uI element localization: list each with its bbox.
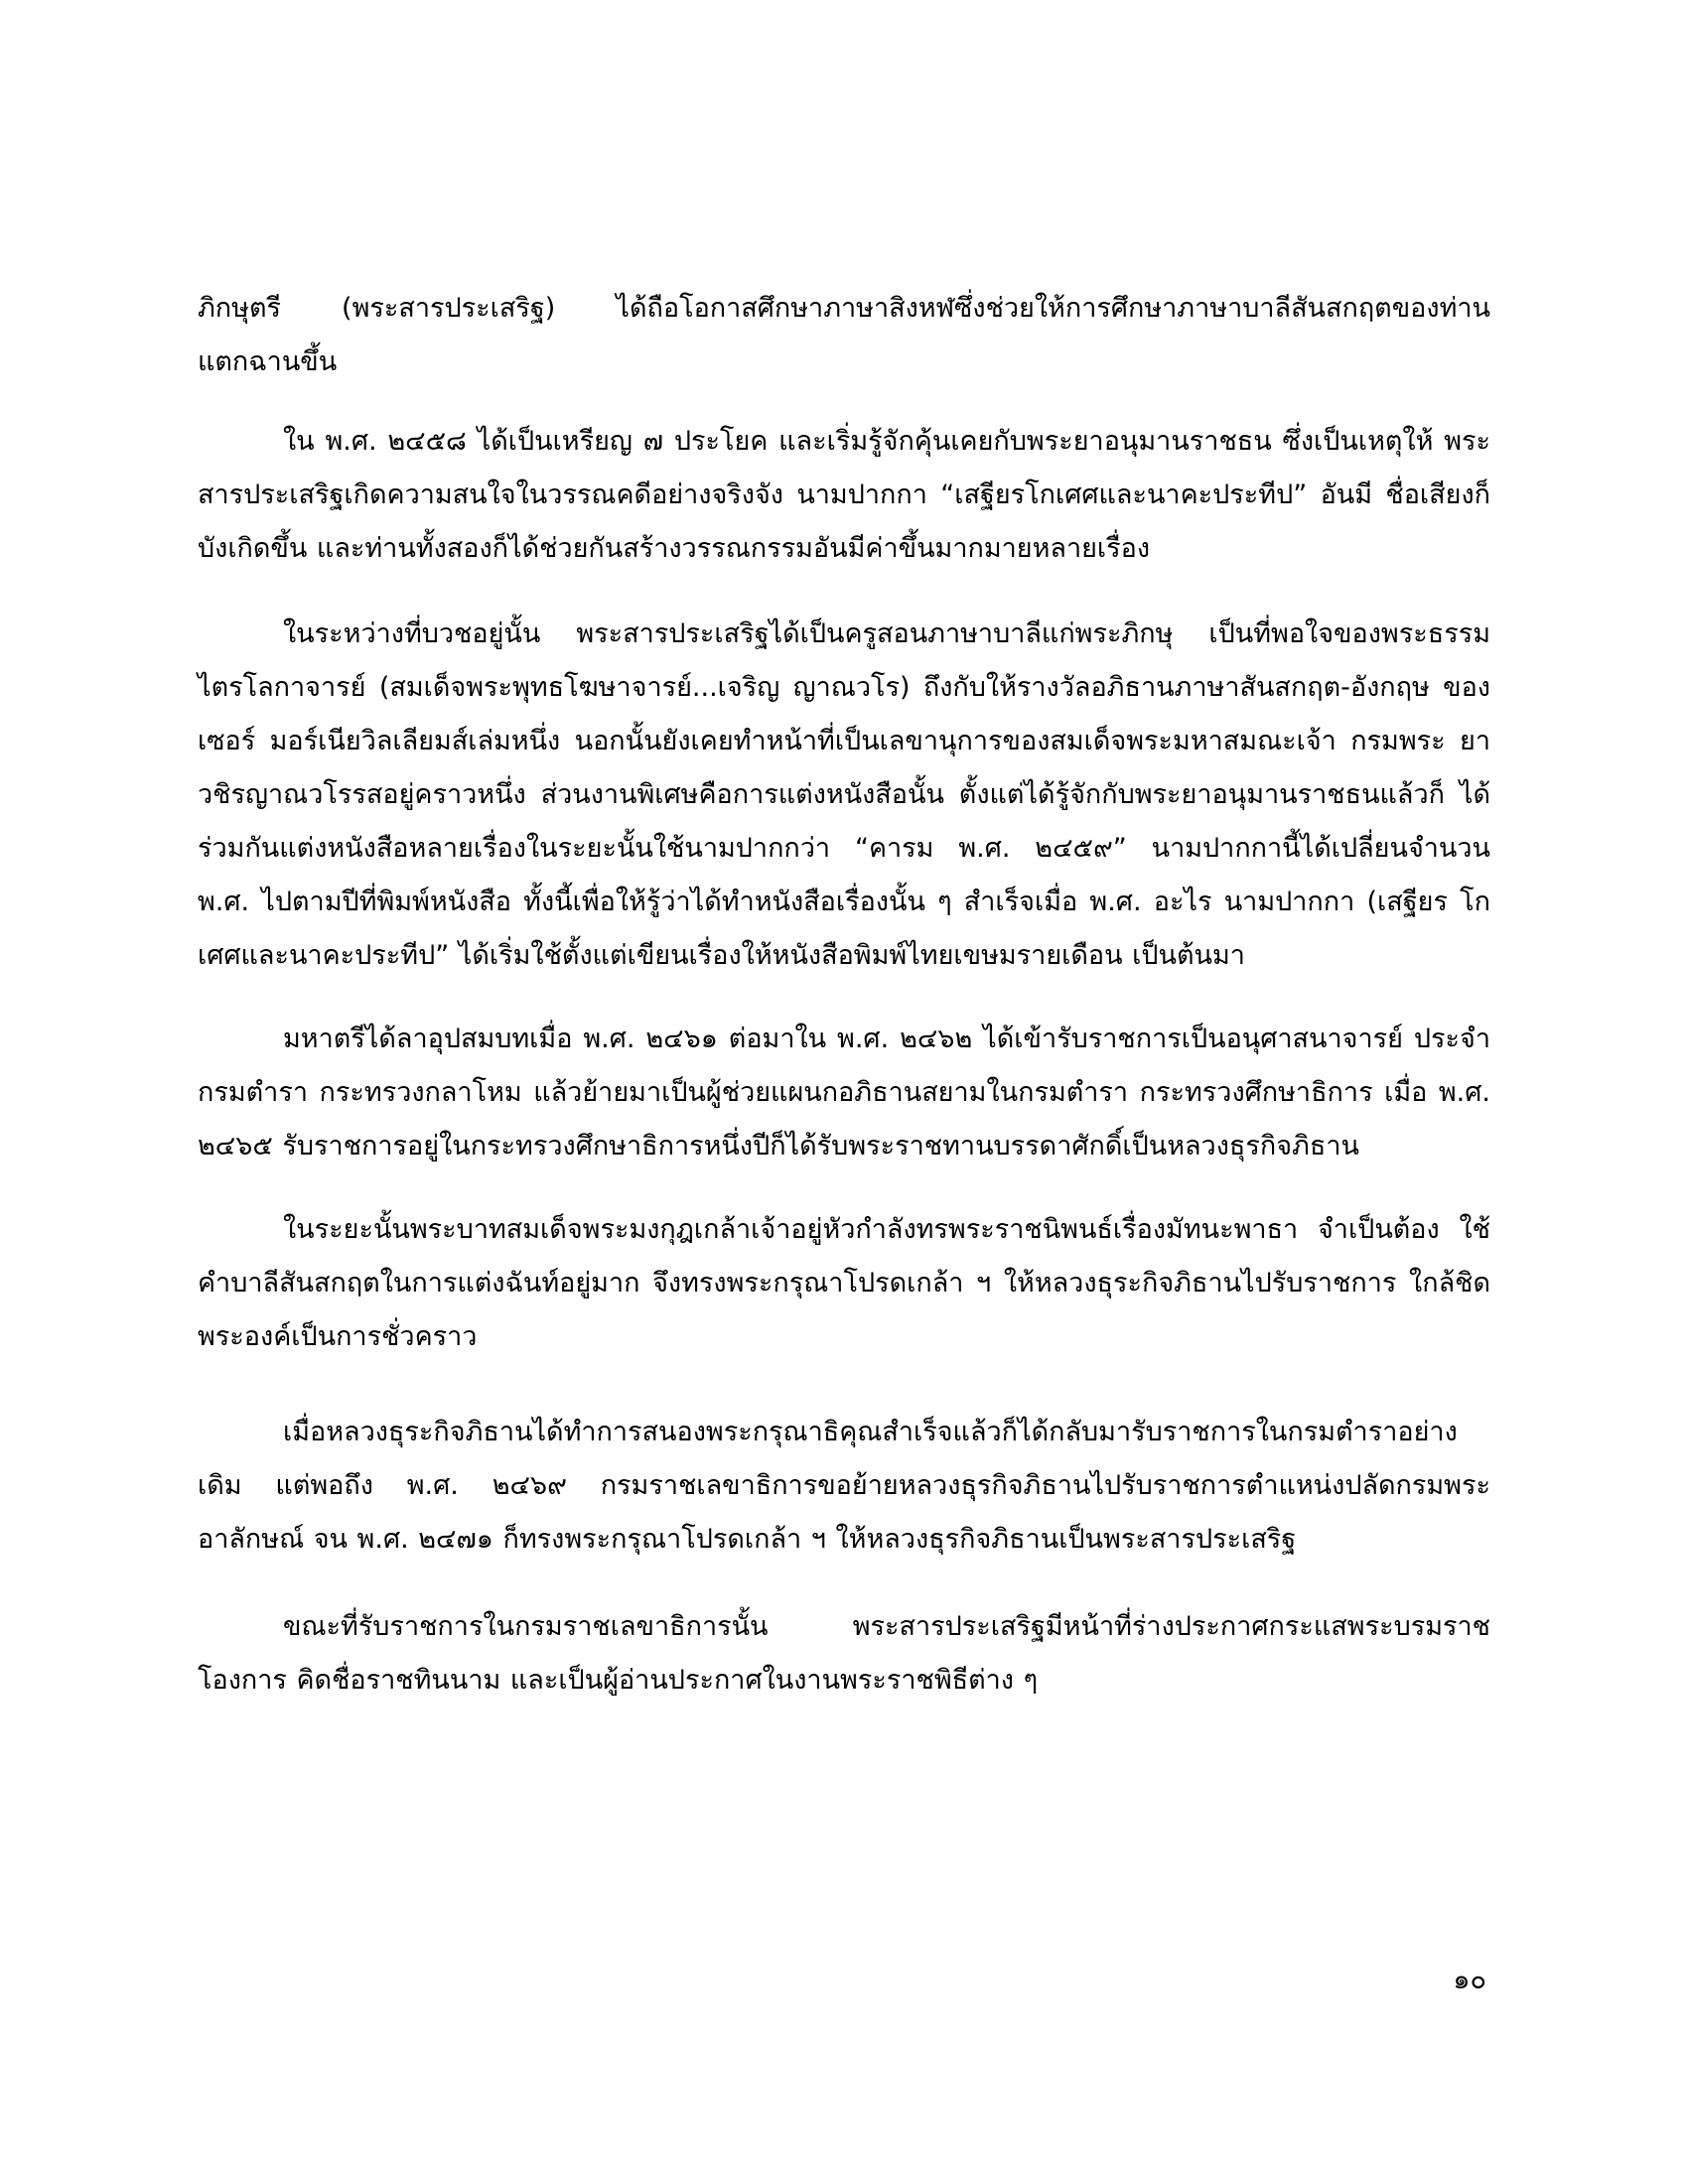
paragraph-2: ใน พ.ศ. ๒๔๕๘ ได้เป็นเหรียญ ๗ ประโยค และเริ่มรู้จักคุ้นเคยกับพระยาอนุมานราชธน ซึ่งเป็นเหตุให้ พระสารประเสริฐเกิดความสนใจในวรรณคดีอย่างจริงจัง นามปากกา “เสฐียรโกเศศและนาคะประทีป” อันมี ชื่อเสียงก็บังเกิดขึ้น และท่านทั้งสองก็ได้ช่วยกันสร้างวรรณกรรมอันมีค่าขึ้นมากมายหลายเรื่อง [198, 426, 1490, 564]
paragraph-6: เมื่อหลวงธุระกิจภิธานได้ทำการสนองพระกรุณาธิคุณสำเร็จแล้วก็ได้กลับมารับราชการในกรมตำราอย่าง เดิม แต่พอถึง พ.ศ. ๒๔๖๙ กรมราชเลขาธิการขอย้ายหลวงธุรกิจภิธานไปรับราชการตำแหน่งปลัดกรมพระ อาลักษณ์ จน พ.ศ. ๒๔๗๑ ก็ทรงพระกรุณาโปรดเกล้า ฯ ให้หลวงธุรกิจภิธานเป็นพระสารประเสริฐ [198, 1417, 1490, 1555]
paragraph-7: ขณะที่รับราชการในกรมราชเลขาธิการนั้น พระสารประเสริฐมีหน้าที่ร่างประกาศกระแสพระบรมราช โองการ คิดชื่อราชทินนาม และเป็นผู้อ่านประกาศในงานพระราชพิธีต่าง ๆ [198, 1611, 1490, 1696]
paragraph-5: ในระยะนั้นพระบาทสมเด็จพระมงกุฎเกล้าเจ้าอยู่หัวกำลังทรพระราชนิพนธ์เรื่องมัทนะพาธา จำเป็นต้อง ใช้คำบาลีสันสกฤตในการแต่งฉันท์อยู่มาก จึงทรงพระกรุณาโปรดเกล้า ฯ ให้หลวงธุระกิจภิธานไปรับราชการ ใกล้ชิดพระองค์เป็นการชั่วคราว [198, 1214, 1490, 1352]
body-text [198, 282, 1490, 1707]
page-number: ๑๐ [1453, 1965, 1486, 1995]
paragraph-1: ภิกษุตรี (พระสารประเสริฐ) ได้ถือโอกาสศึกษาภาษาสิงหฬซึ่งช่วยให้การศึกษาภาษาบาลีสันสกฤตของท่าน แตกฉานขึ้น [198, 293, 1490, 377]
paragraph-4: มหาตรีได้ลาอุปสมบทเมื่อ พ.ศ. ๒๔๖๑ ต่อมาใน พ.ศ. ๒๔๖๒ ได้เข้ารับราชการเป็นอนุศาสนาจารย์ ประจำกรมตำรา กระทรวงกลาโหม แล้วย้ายมาเป็นผู้ช่วยแผนกอภิธานสยามในกรมตำรา กระทรวงศึกษาธิการ เมื่อ พ.ศ. ๒๔๖๕ รับราชการอยู่ในกระทรวงศึกษาธิการหนึ่งปีก็ได้รับพระราชทานบรรดาศักดิ์เป็นหลวงธุรกิจภิธาน [198, 1024, 1490, 1161]
paragraph-3: ในระหว่างที่บวชอยู่นั้น พระสารประเสริฐได้เป็นครูสอนภาษาบาลีแก่พระภิกษุ เป็นที่พอใจของพระธรรม ไตรโลกาจารย์ (สมเด็จพระพุทธโฆษาจารย์...เจริญ ญาณวโร) ถึงกับให้รางวัลอภิธานภาษาสันสกฤต-อังกฤษ ของ เซอร์ มอร์เนียวิลเลียมส์เล่มหนึ่ง นอกนั้นยังเคยทำหน้าที่เป็นเลขานุการของสมเด็จพระมหาสมณะเจ้า กรมพระ ยาวชิรญาณวโรรสอยู่คราวหนึ่ง ส่วนงานพิเศษคือการแต่งหนังสือนั้น ตั้งแต่ได้รู้จักกับพระยาอนุมานราชธนแล้วก็ ได้ร่วมกันแต่งหนังสือหลายเรื่องในระยะนั้นใช้นามปากกว่า “คารม พ.ศ. ๒๔๕๙” นามปากกานี้ได้เปลี่ยนจำนวน พ.ศ. ไปตามปีที่พิมพ์หนังสือ ทั้งนี้เพื่อให้รู้ว่าได้ทำหนังสือเรื่องนั้น ๆ สำเร็จเมื่อ พ.ศ. อะไร นามปากกา (เสฐียร โกเศศและนาคะประทีป” ได้เริ่มใช้ตั้งแต่เขียนเรื่องให้หนังสือพิมพ์ไทยเขษมรายเดือน เป็นต้นมา [198, 618, 1490, 971]
